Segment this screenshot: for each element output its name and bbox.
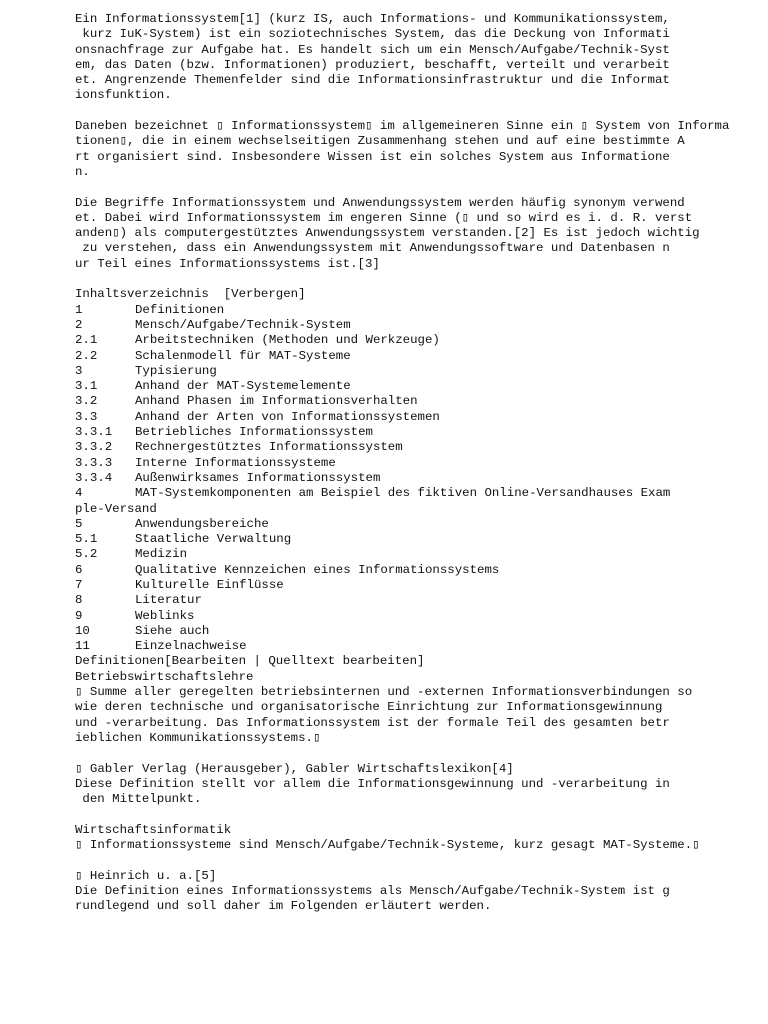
text-line: et. Angrenzende Themenfelder sind die Informationsinfrastruktur und die Informat [75, 73, 670, 88]
text-line: anden▯) als computergestütztes Anwendungssystem verstanden.[2] Es ist jedoch wichtig [75, 226, 700, 241]
toc-item-link[interactable]: Außenwirksames Informationssystem [135, 470, 381, 485]
toc-item[interactable] [75, 394, 768, 409]
toc-item-link[interactable]: Literatur [135, 593, 202, 608]
definitions-heading: Definitionen[Bearbeiten | Quelltext bearbeiten] [75, 654, 425, 669]
bwl-section [75, 670, 768, 808]
wi-section [75, 823, 768, 915]
toc-item[interactable] [75, 379, 768, 394]
toc-item[interactable] [75, 517, 768, 532]
toc-item-link[interactable]: Arbeitstechniken (Methoden und Werkzeuge) [135, 333, 440, 348]
toc-item[interactable] [75, 486, 768, 501]
toc-item-link[interactable]: Schalenmodell für MAT-Systeme [135, 348, 351, 363]
toc-item[interactable] [75, 593, 768, 608]
toc-item-number: 2.2 [75, 348, 98, 363]
toc-item-link[interactable]: Einzelnachweise [135, 639, 247, 654]
quote-line: ▯ Summe aller geregelten betriebsinternen und -externen Informationsverbindungen so [75, 685, 693, 700]
toc-list [75, 303, 768, 655]
toc-item-link[interactable]: Betriebliches Informationssystem [135, 425, 373, 440]
toc-item-number: 3.2 [75, 394, 98, 409]
general-meaning-paragraph [75, 119, 768, 180]
toc-item-continuation[interactable]: ple-Versand [75, 501, 157, 516]
toc-item[interactable] [75, 318, 768, 333]
toc-item[interactable] [75, 440, 768, 455]
quote-line: ▯ Informationssysteme sind Mensch/Aufgabe/Technik-Systeme, kurz gesagt MAT-Systeme.▯ [75, 838, 700, 853]
toc-item-number: 7 [75, 577, 83, 592]
text-line: Die Definition eines Informationssystems als Mensch/Aufgabe/Technik-System ist g [75, 883, 670, 898]
toc-item-number: 11 [75, 639, 90, 654]
toc-item-number: 8 [75, 593, 83, 608]
text-line: onsnachfrage zur Aufgabe hat. Es handelt sich um ein Mensch/Aufgabe/Technik-Syst [75, 42, 670, 57]
text-line: Ein Informationssystem[1] (kurz IS, auch Informations- und Kommunikationssystem, [75, 12, 670, 26]
text-line: n. [75, 164, 90, 179]
toc-item-link[interactable]: Definitionen [135, 302, 225, 317]
toc-item[interactable] [75, 364, 768, 379]
toc-item-link[interactable]: Anhand Phasen im Informationsverhalten [135, 394, 418, 409]
spacer [75, 853, 768, 868]
quote-line: und -verarbeitung. Das Informationssystem ist der formale Teil des gesamten betr [75, 715, 670, 730]
toc-item-number: 3 [75, 363, 83, 378]
toc-item[interactable] [75, 410, 768, 425]
toc-item-link[interactable]: Anwendungsbereiche [135, 516, 269, 531]
toc-item-link[interactable]: Weblinks [135, 608, 195, 623]
toc-header[interactable]: Inhaltsverzeichnis [Verbergen] [75, 287, 306, 302]
toc-item-number: 3.3.3 [75, 455, 113, 470]
toc-item-number: 4 [75, 486, 83, 501]
toc-item-number: 2.1 [75, 333, 98, 348]
toc-item-number: 1 [75, 302, 83, 317]
toc-item[interactable] [75, 639, 768, 654]
toc-item[interactable] [75, 624, 768, 639]
wi-heading: Wirtschaftsinformatik [75, 822, 232, 837]
intro-paragraph [75, 12, 768, 104]
toc-item-link[interactable]: Siehe auch [135, 623, 210, 638]
text-line: kurz IuK-System) ist ein soziotechnisches System, das die Deckung von Informati [75, 27, 670, 42]
text-line: tionen▯, die in einem wechselseitigen Zusammenhang stehen und auf eine bestimmte A [75, 134, 685, 149]
spacer [75, 180, 768, 195]
toc-item-number: 5.2 [75, 547, 98, 562]
toc-item-number: 9 [75, 608, 83, 623]
toc-item[interactable] [75, 547, 768, 562]
toc-item[interactable] [75, 349, 768, 364]
text-line: rt organisiert sind. Insbesondere Wissen ist ein solches System aus Informatione [75, 149, 670, 164]
toc-item-link[interactable]: Kulturelle Einflüsse [135, 577, 284, 592]
toc-item-number: 5 [75, 516, 83, 531]
table-of-contents [75, 287, 768, 654]
quote-source: ▯ Heinrich u. a.[5] [75, 868, 217, 883]
text-line: Diese Definition stellt vor allem die Informationsgewinnung und -verarbeitung in [75, 776, 670, 791]
text-line: zu verstehen, dass ein Anwendungssystem mit Anwendungssoftware und Datenbasen n [75, 241, 670, 256]
toc-item-link[interactable]: Anhand der MAT-Systemelemente [135, 379, 351, 394]
toc-item-number: 10 [75, 623, 90, 638]
toc-item[interactable] [75, 456, 768, 471]
toc-item-link[interactable]: Mensch/Aufgabe/Technik-System [135, 317, 351, 332]
toc-item-number: 3.3.2 [75, 440, 113, 455]
toc-item[interactable] [75, 333, 768, 348]
toc-item[interactable] [75, 563, 768, 578]
toc-item-link[interactable]: Interne Informationssysteme [135, 455, 336, 470]
toc-item[interactable] [75, 532, 768, 547]
spacer [75, 104, 768, 119]
quote-line: ieblichen Kommunikationssystems.▯ [75, 730, 321, 745]
text-line: ionsfunktion. [75, 88, 172, 103]
toc-item-number: 3.3.1 [75, 425, 113, 440]
toc-item[interactable] [75, 471, 768, 486]
toc-item[interactable] [75, 425, 768, 440]
spacer [75, 807, 768, 822]
text-line: rundlegend und soll daher im Folgenden erläutert werden. [75, 899, 492, 914]
text-line: et. Dabei wird Informationssystem im engeren Sinne (▯ und so wird es i. d. R. verst [75, 210, 693, 225]
toc-item-number: 6 [75, 562, 83, 577]
toc-item-link[interactable]: Staatliche Verwaltung [135, 532, 292, 547]
toc-item-link[interactable]: Anhand der Arten von Informationssystemen [135, 409, 440, 424]
text-line: em, das Daten (bzw. Informationen) produziert, beschafft, verteilt und verarbeit [75, 57, 670, 72]
spacer [75, 746, 768, 761]
quote-line: wie deren technische und organisatorische Einrichtung zur Informationsgewinnung [75, 700, 663, 715]
text-line: ur Teil eines Informationssystems ist.[3] [75, 256, 380, 271]
quote-source: ▯ Gabler Verlag (Herausgeber), Gabler Wirtschaftslexikon[4] [75, 761, 514, 776]
text-line: Daneben bezeichnet ▯ Informationssystem▯ im allgemeineren Sinne ein ▯ System von Informa [75, 119, 730, 134]
toc-item-number: 5.1 [75, 532, 98, 547]
toc-item[interactable] [75, 609, 768, 624]
toc-item[interactable] [75, 303, 768, 318]
toc-item-number: 3.3 [75, 409, 98, 424]
toc-item-link[interactable]: Qualitative Kennzeichen eines Informationssystems [135, 562, 500, 577]
toc-item-number: 3.3.4 [75, 470, 113, 485]
bwl-heading: Betriebswirtschaftslehre [75, 669, 254, 684]
spacer [75, 272, 768, 287]
toc-item-link[interactable]: Rechnergestütztes Informationssystem [135, 440, 403, 455]
toc-item-number: 2 [75, 317, 83, 332]
synonym-paragraph [75, 196, 768, 272]
toc-item[interactable] [75, 578, 768, 593]
toc-item-number: 3.1 [75, 379, 98, 394]
toc-item-link[interactable]: Medizin [135, 547, 188, 562]
toc-item-link[interactable]: Typisierung [135, 363, 217, 378]
toc-item-link[interactable]: MAT-Systemkomponenten am Beispiel des fiktiven Online-Versandhauses Exam [135, 486, 671, 501]
text-line: den Mittelpunkt. [75, 792, 202, 807]
text-line: Die Begriffe Informationssystem und Anwendungssystem werden häufig synonym verwend [75, 195, 685, 210]
